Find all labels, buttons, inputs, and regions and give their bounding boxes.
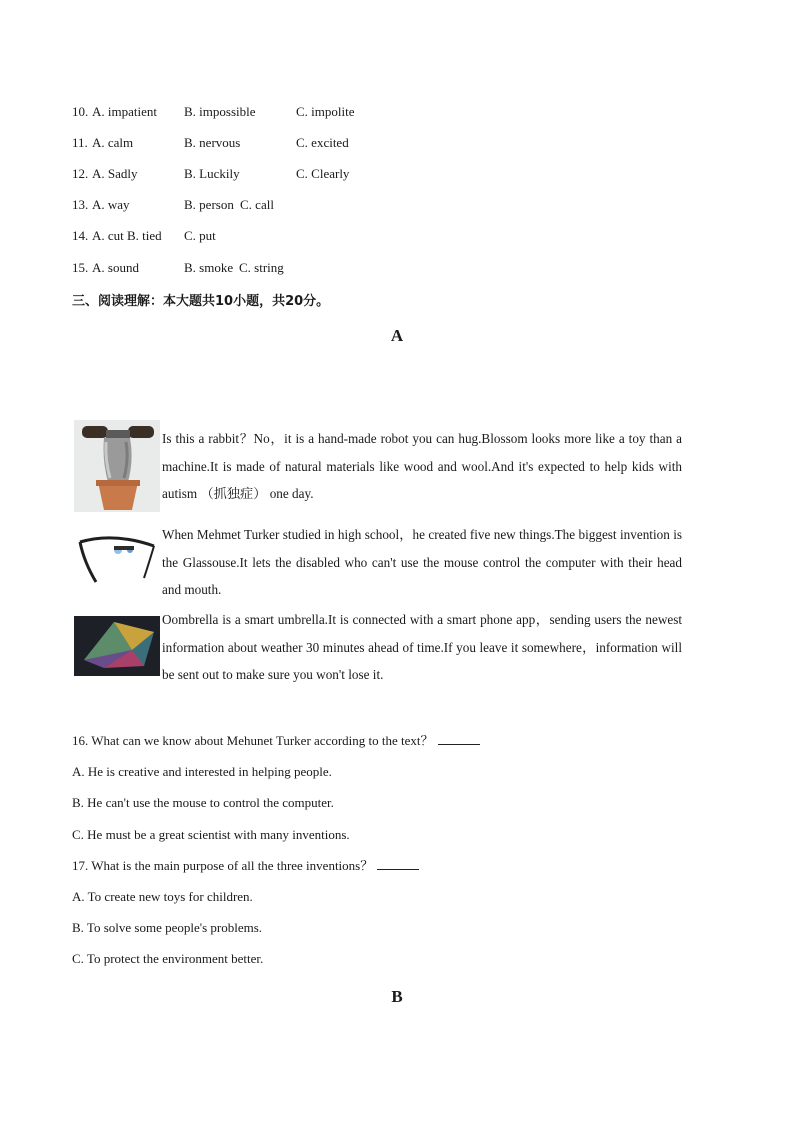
- option-a: A. sound: [92, 260, 139, 275]
- option-number: 12.: [72, 166, 89, 181]
- question-16-stem: [72, 731, 480, 751]
- option-b: B. impossible: [184, 104, 256, 119]
- question-16-option-a: A. He is creative and interested in helping people.: [72, 764, 332, 779]
- passage-a-paragraph-2: When Mehmet Turker studied in high school，he created five new things.The biggest invention is the Glassouse.It lets the disabled who can't use the mouse control the computer with their head and mouth.: [162, 527, 682, 597]
- option-c: C. put: [184, 228, 216, 243]
- oombrella-image: [74, 616, 160, 676]
- option-c: C. excited: [296, 135, 349, 150]
- passage-a-paragraph-3: Oombrella is a smart umbrella.It is connected with a smart phone app，sending users the newest information about weather 30 minutes ahead of time.If you leave it somewhere，information will be sent out to make sure you won't lose it.: [162, 612, 682, 682]
- option-number: 14.: [72, 228, 89, 243]
- question-16-option-b: B. He can't use the mouse to control the computer.: [72, 795, 334, 810]
- option-b: B. tied: [127, 228, 162, 243]
- question-17-option-a: A. To create new toys for children.: [72, 889, 253, 904]
- option-c: C. impolite: [296, 104, 355, 119]
- robot-rabbit-image: [74, 420, 160, 512]
- passage-b-letter: B: [391, 987, 403, 1006]
- option-c: C. Clearly: [296, 166, 350, 181]
- glassouse-image: [74, 528, 160, 590]
- passage-a-paragraph-1: Is this a rabbit？No，it is a hand-made robot you can hug.Blossom looks more like a toy than a machine.It is made of natural materials like wood and wool.And it's expected to help kids with autism （抓独症） one day.: [162, 431, 682, 501]
- option-a: A. impatient: [92, 104, 157, 119]
- option-number: 13.: [72, 197, 89, 212]
- question-17-option-c: C. To protect the environment better.: [72, 951, 264, 966]
- answer-blank: [377, 857, 419, 870]
- passage-a-letter: A: [390, 326, 404, 345]
- question-16-text: 16. What can we know about Mehunet Turker according to the text？: [72, 733, 434, 748]
- option-b: B. person: [184, 197, 234, 212]
- question-16-option-c: C. He must be a great scientist with many inventions.: [72, 827, 350, 842]
- option-number: 11.: [72, 135, 88, 150]
- question-17-option-b: B. To solve some people's problems.: [72, 920, 263, 935]
- option-number: 10.: [72, 104, 89, 119]
- option-a: A. cut: [92, 228, 124, 243]
- option-b: B. nervous: [184, 135, 241, 150]
- option-number: 15.: [72, 260, 89, 275]
- section-heading: 三、阅读理解：本大题共10小题，共20分。: [72, 294, 330, 309]
- option-a: A. way: [92, 197, 130, 212]
- question-17-text: 17. What is the main purpose of all the three inventions？: [72, 858, 374, 873]
- option-c: C. call: [240, 197, 274, 212]
- option-a: A. calm: [92, 135, 134, 150]
- option-b: B. Luckily: [184, 166, 240, 181]
- option-b: B. smoke: [184, 260, 234, 275]
- option-c: C. string: [239, 260, 284, 275]
- answer-blank: [438, 732, 480, 745]
- question-17-stem: [72, 856, 419, 876]
- option-a: A. Sadly: [92, 166, 138, 181]
